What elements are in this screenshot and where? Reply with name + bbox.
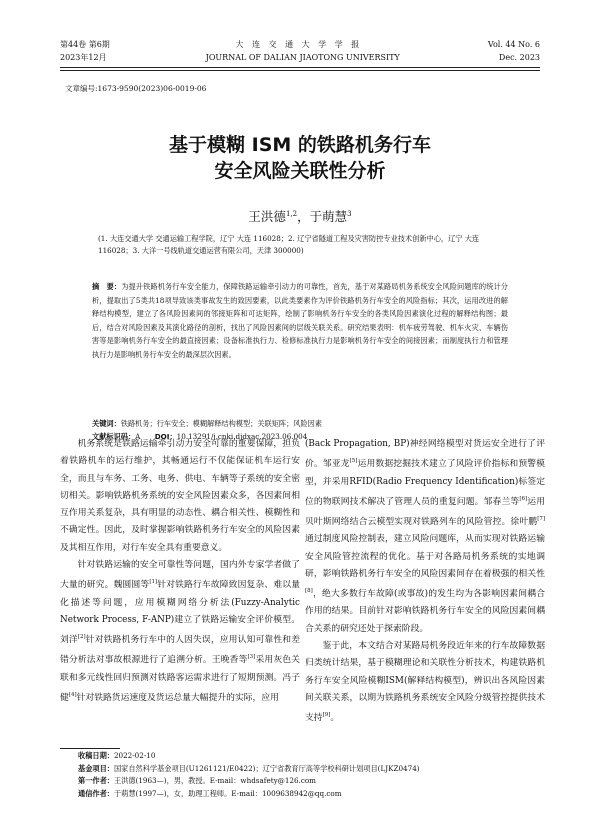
abstract-text: 为提升铁路机务行车安全能力，保障铁路运输牵引动力的可靠性，首先，基于对某路局机务系统安全风险问题库的统计分析，提取出了5类共18项导致该类事故发生的致因要素，以此类要素作为评价铁路机务行车安全的风险指标；其次，运用改进的解释结构模型，建立了各风险因素间的邻接矩阵和可达矩阵，绘制了影响机务行车安全的各类风险因素演化过程的解释结构图；最后，结合对风险因素及其演化路径的剖析，找出了风险因素间的层级关联关系。研究结果表明：机车疲劳驾驶、机车火灾、车辆伤害等是影响机务行车安全的最直接因素；设备标准执行力、检修标准执行力是影响机务行车安全的间接因素；而制度执行力和管理执行力是影响机务行车安全的最深层次因素。 bbox=[92, 282, 508, 359]
paragraph: 机务系统是铁路运输牵引动力安全可靠的重要保障，担负着铁路机车的运行维护，其畅通运行不仅能保证机车运行安全，而且与车务、工务、电务、供电、车辆等子系统的安全密切相关。影响铁路机务系统的安全风险因素众多，各因素间相互作用关系复杂，具有明显的动态性、耦合相关性、模糊性和不确定性。因此，及时掌握影响铁路机务行车安全的风险因素及其相互作用，对行车安全具有重要意义。 bbox=[60, 439, 300, 553]
author-separator: ， bbox=[297, 209, 310, 224]
corresponding-author-label: 通信作者： bbox=[78, 788, 114, 798]
journal-name-en: JOURNAL OF DALIAN JIAOTONG UNIVERSITY bbox=[205, 53, 400, 62]
citation: [9] bbox=[322, 712, 331, 719]
page-header bbox=[60, 38, 540, 72]
title-line-2: 安全风险关联性分析 bbox=[214, 160, 386, 182]
keywords-label: 关键词： bbox=[92, 419, 121, 428]
first-author-text: 王洪德(1963—)，男，教授。E-mail：whdsafety@126.com bbox=[113, 776, 317, 786]
body-column-right bbox=[305, 436, 545, 727]
received-label: 收稿日期： bbox=[78, 751, 114, 760]
first-author-label: 第一作者： bbox=[78, 776, 114, 786]
doc-code-label: 文献标识码： bbox=[92, 432, 136, 441]
doc-code: A bbox=[135, 432, 141, 441]
author-1-affil: 1,2 bbox=[285, 209, 298, 218]
fund-text: 国家自然科学基金项目(U1261121/E0422)；辽宁省教育厅高等学校科研计划项目(LJKZ0474) bbox=[113, 763, 420, 773]
paragraph: (Back Propagation, BP)神经网络模型对货运安全进行了评价。邹亚龙[5]运用数据挖掘技术建立了风险评价指标和预警模型，并采用RFID(Radio Frequency Identification)标签定位的物联网技术解决了管理人员的重复问题。邹春兰等[6]运用贝叶斯网络结合云模型实现对铁路列车的风险管控。徐叶鹏[7]通过制度风险控制表，建立风险问题库，从而实现对铁路运输安全风险管控流程的优化。基于对各路局机务系统的实地调研，影响铁路机务行车安全的风险因素间存在着极强的相关性[8]，绝大多数行车故障(或事故)的发生均为各影响因素间耦合作用的结果。目前针对影响铁路机务行车安全的风险因素间耦合关系的研究还处于探索阶段。 bbox=[305, 439, 545, 634]
paragraph: 鉴于此，本文结合对某路局机务段近年来的行车故障数据归类统计结果，基于模糊理论和关联性分析技术，构建铁路机务行车安全风险模糊ISM(解释结构模型)，辨识出各风险因素间关联关系，以期为铁路机务系统安全风险分级管控提供技术支持[9]。 bbox=[305, 640, 545, 724]
fund-label: 基金项目： bbox=[78, 763, 114, 773]
footnotes bbox=[78, 750, 540, 800]
header-rule-bottom bbox=[60, 70, 540, 71]
citation: [5] bbox=[349, 458, 358, 465]
citation: [8] bbox=[305, 588, 313, 595]
citation: [6] bbox=[519, 495, 528, 502]
abstract bbox=[92, 280, 508, 362]
paragraph: 针对铁路运输的安全可靠性等问题，国内外专家学者做了大量的研究。魏圆圆等[1]针对铁路行车故障致因复杂、难以量化描述等问题，应用模糊网络分析法(Fuzzy-Analytic Network Process, F-ANP)建立了铁路运输安全评价模型。刘洋[2]针对铁路机务行车中的人因失误，应用认知可靠性和差错分析法对事故根源进行了追溯分析。王晚香等[3]采用灰色关联和多元线性回归预测对铁路客运需求进行了短期预测。冯子健[4]针对铁路货运速度及货运总量大幅提升的实际，应用 bbox=[60, 560, 300, 703]
author-1: 王洪德 bbox=[248, 209, 286, 224]
citation: [7] bbox=[537, 516, 545, 523]
author-2: 于萌慧 bbox=[309, 209, 348, 224]
citation: [3] bbox=[247, 654, 256, 661]
citation: [4] bbox=[68, 691, 77, 698]
citation: [2] bbox=[77, 634, 86, 641]
date-en: Dec. 2023 bbox=[498, 53, 540, 62]
corresponding-author-text: 于萌慧(1997—)，女，助理工程师。E-mail：1009638942@qq.com bbox=[113, 788, 342, 798]
keywords-text: 铁路机务；行车安全；模糊解释结构模型；关联矩阵；风险因素 bbox=[120, 419, 323, 428]
article-number: 文章编号:1673-9590(2023)06-0019-06 bbox=[65, 84, 207, 93]
affiliations: (1. 大连交通大学 交通运输工程学院，辽宁 大连 116028；2. 辽宁省隧道工程及灾害防控专业技术创新中心，辽宁 大连 116028；3. 大洋一号线轨道交通运营有限公司，天津 300000) bbox=[98, 234, 480, 255]
footnote-rule bbox=[60, 748, 120, 749]
volume-issue-en: Vol. 44 No. 6 bbox=[487, 40, 540, 49]
date-cn: 2023年12月 bbox=[60, 53, 107, 62]
citation: [1] bbox=[149, 579, 158, 586]
author-line bbox=[0, 207, 600, 225]
author-2-affil: 3 bbox=[347, 209, 352, 218]
volume-issue-cn: 第44卷 第6期 bbox=[60, 40, 110, 49]
doi: 10.13291/j.cnki.djdxac.2023.06.004 bbox=[176, 432, 308, 441]
doi-label: DOI： bbox=[154, 432, 177, 441]
title-line-1: 基于模糊 ISM 的铁路机务行车 bbox=[169, 134, 431, 156]
header-rule-thin bbox=[60, 67, 540, 68]
received-date: 2022-02-10 bbox=[113, 751, 156, 760]
abstract-label: 摘 要： bbox=[92, 282, 122, 291]
body-column-left bbox=[60, 436, 300, 707]
paper-title bbox=[0, 132, 600, 184]
journal-name-cn: 大 连 交 通 大 学 学 报 bbox=[235, 40, 363, 49]
